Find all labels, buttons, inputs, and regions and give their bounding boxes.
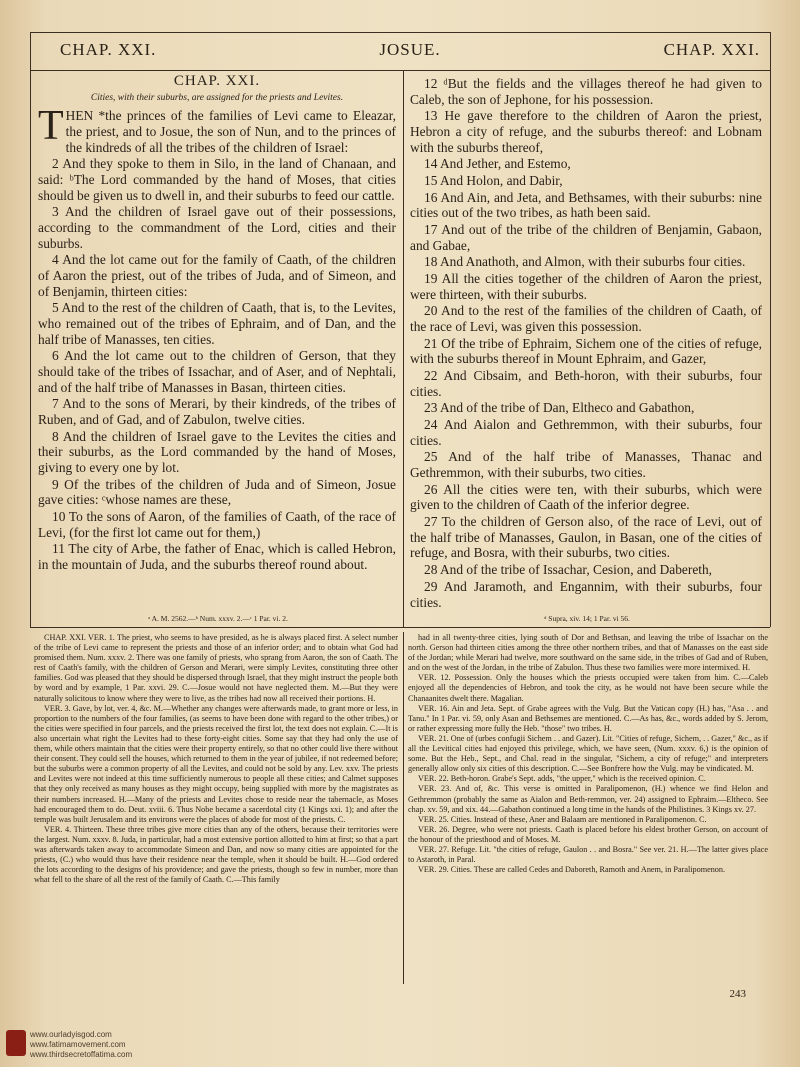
commentary-paragraph: VER. 12. Possession. Only the houses which the priests occupied were taken from him. C.—Caleb enjoyed all the dependencies of Hebron, and took the city, as he would not have been secure while the Chanaanites dwelt there. Magalian.: [408, 673, 768, 703]
verse: 6 And the lot came out to the children of Gerson, that they should take of the tribes of Issachar, and of Aser, and of Nephtali, and of the half tribe of Manasses in Basan, thirteen cities.: [38, 348, 396, 395]
verse: 22 And Cibsaim, and Beth-horon, with their suburbs, four cities.: [410, 368, 762, 399]
credit-link[interactable]: www.ourladyisgod.com: [30, 1030, 112, 1039]
text-bottom-rule: [30, 627, 770, 628]
chapter-title: CHAP. XXI.: [173, 73, 261, 89]
commentary-paragraph: VER. 23. And of, &c. This verse is omitted in Paralipomenon, (H.) whence we find Helon and Gethremmon (probably the same as Aialon and Beth-remmon, ver. 24) assigned to Ephraim.—Eltheco. See chap. xv. 59, and xix. 44.—Gabathon continued a long time in the hands of the Philistines. 3 Kings xv. 27.: [408, 784, 768, 814]
running-head-left: CHAP. XXI.: [60, 40, 157, 59]
column-divider: [403, 70, 404, 627]
seal-logo: [6, 1030, 26, 1056]
verse: 9 Of the tribes of the children of Juda and of Simeon, Josue gave cities: ᶜwhose names are these,: [38, 476, 396, 508]
running-head-title: JOSUE.: [379, 40, 441, 59]
verse: 29 And Jaramoth, and Engannim, with their suburbs, four cities.: [410, 578, 762, 610]
commentary-paragraph: VER. 25. Cities. Instead of these, Aner and Balaam are mentioned in Paralipomenon. C.: [418, 814, 707, 824]
verse: 10 To the sons of Aaron, of the families of Caath, of the race of Levi, (for the first lot came out for them,): [38, 509, 396, 540]
verse: 7 And to the sons of Merari, by their kindreds, of the tribes of Ruben, and of Gad, and of Zabulon, twelve cities.: [38, 396, 396, 428]
left-border: [30, 32, 31, 627]
verse: 2 And they spoke to them in Silo, in the land of Chanaan, and said: ᵇThe Lord commanded by the hand of Moses, that cities should be given us to dwell in, and their suburbs to feed our cattle.: [38, 156, 396, 203]
footnote-left: ᵃ A. M. 2562.—ᵇ Num. xxxv. 2.—ᶜ 1 Par. vi. 2.: [148, 614, 288, 623]
commentary-paragraph: had in all twenty-three cities, lying south of Dor and Bethsan, and leaving the tribe of Issachar on the north. Gerson had thirteen cities among the three other northern tribes, and that of Manasses on the east side of the Jordan; while Merari had twelve, more southward on the same side, in the tribes of Gad and of Ruben, and on the west of the Jordan, in the tribe of Zabulon. Thus these two families were more intermixed. H.: [408, 633, 768, 673]
verse: 15 And Holon, and Dabir,: [424, 173, 563, 189]
verse: 26 All the cities were ten, with their suburbs, which were given to the children of Caath of the inferior degree.: [410, 481, 762, 513]
verse: 18 And Anathoth, and Almon, with their suburbs four cities.: [424, 254, 746, 270]
verse: 14 And Jether, and Estemo,: [424, 156, 571, 172]
commentary-left: [34, 633, 398, 885]
verse: 21 Of the tribe of Ephraim, Sichem one of the cities of refuge, with the suburbs thereof in Mount Ephraim, and Gazer,: [410, 335, 762, 367]
commentary-paragraph: CHAP. XXI. VER. 1. The priest, who seems to have presided, as he is always placed first. A select number of the tribe of Levi came to represent the priests and those of an inferior order; and to obtain what God had promised them. Num. xxxv. 2. There was one family of priests, who sprang from Aaron, the son of Caath. The rest of Caath's family, with the children of Gerson and Merari, were simply Levites, constituting three other families. God was pleased that they should be dispersed through Israel, that they might instruct the people both by word and by example, 1 Par. xxvi. 29. C.—Josue would not have neglected them. M.—But they were naturally solicitous to know where they were to live, as the tribes had now all received their portions. H.: [34, 633, 398, 703]
verse: 24 And Aialon and Gethremmon, with their suburbs, four cities.: [410, 417, 762, 448]
verse: 16 And Ain, and Jeta, and Bethsames, with their suburbs: nine cities out of the two tribes, as hath been said.: [410, 189, 762, 221]
running-head: [60, 40, 760, 66]
top-rule: [30, 32, 770, 33]
verse: 3 And the children of Israel gave out of their possessions, according to the commandment of the Lord, cities and their suburbs.: [38, 204, 396, 251]
notes-divider: [403, 632, 404, 984]
page-number: 243: [729, 988, 746, 1000]
verse: 17 And out of the tribe of the children of Benjamin, Gabaon, and Gabae,: [410, 222, 762, 253]
verse: 19 All the cities together of the children of Aaron the priest, were thirteen, with their suburbs.: [410, 271, 762, 302]
website-credits: [30, 1030, 132, 1060]
running-head-right: CHAP. XXI.: [663, 40, 760, 59]
commentary-paragraph: VER. 26. Degree, who were not priests. Caath is placed before his eldest brother Gerson, on account of the honour of the priesthood and of Moses. M.: [408, 824, 768, 844]
verse: 12 ᵈBut the fields and the villages thereof he had given to Caleb, the son of Jephone, for his possession.: [410, 76, 762, 107]
right-text-column: [410, 76, 762, 611]
verse: [38, 103, 396, 155]
verse: 13 He gave therefore to the children of Aaron the priest, Hebron a city of refuge, and the suburbs thereof: and Lobnam with the suburbs thereof,: [410, 108, 762, 155]
header-rule: [30, 70, 770, 71]
verse: 28 And of the tribe of Issachar, Cesion, and Dabereth,: [424, 562, 713, 578]
verse: 27 To the children of Gerson also, of the race of Levi, out of the half tribe of Manasses, Gaulon, in Basan, one of the cities of refuge, and Bosra, with their suburbs, two cities.: [410, 514, 762, 561]
verse: 4 And the lot came out for the family of Caath, of the children of Aaron the priest, out of the tribes of Juda, and of Simeon, and of Benjamin, thirteen cities:: [38, 252, 396, 299]
verse-text: HEN *the princes of the families of Levi came to Eleazar, the priest, and to Josue, the son of Nun, and to the princes of the kindreds of all the tribes of the children of Israel:: [65, 108, 396, 155]
commentary-paragraph: VER. 3. Gave, by lot, ver. 4, &c. M.—Whether any changes were afterwards made, to grant more or less, in proportion to the numbers of the four families, (as seems to have been done with regard to the other tribes,) or the cities were specified in four parcels, and the priests received the first lot, the text does not explain. C.—It is also uncertain what right the Levites had to these forty-eight cities. Some say that they had only the use of them, while others maintain that the cities were their property entirely, so that no other could live there without their consent. They could sell the houses, which returned to them in the year of jubilee, if not redeemed before; but the suburbs were a common property of all the Levites, and could not be sold by any. Lev. xxv. The priests and Levites were not indeed at this time sufficiently numerous to people all these cities; and Calmet supposes that they only received as many houses as they might occupy, being supplied with more by the magistrates as their numbers increased. H.—Many of the priests and Levites chose to reside near the tabernacle, as Moses had encouraged them to do. Deut. xviii. 6. Thus Nobe became a sacerdotal city (1 Kings xxi. 1); and after the temple was built Jerusalem and its environs were the places of abode for most of the priests. C.: [34, 703, 398, 824]
commentary-paragraph: VER. 21. One of (urbes confugii Sichem . . and Gazer). Lit. "Cities of refuge, Sichem, . . Gazer," &c., as if all the Levitical cities had enjoyed this privilege, which, we have seen, (Num. xxxv. 6,) is the opinion of some. But the Heb., Sept., and Chal. read in the singular, "Sichem, a city of refuge;" and interpreters generally allow only six cities of this description. C.—See Bonfrere how the Vulg. may be vindicated. M.: [408, 733, 768, 774]
verse: 20 And to the rest of the families of the children of Caath, of the race of Levi, was given this possession.: [410, 303, 762, 335]
left-text-column: [38, 74, 396, 574]
commentary-paragraph: VER. 29. Cities. These are called Cedes and Daboreth, Ramoth and Anem, in Paralipomenon.: [418, 865, 726, 875]
commentary-right: [408, 633, 768, 875]
chapter-summary: Cities, with their suburbs, are assigned for the priests and Levites.: [90, 92, 344, 103]
verse: 5 And to the rest of the children of Caath, that is, to the Levites, who remained out of the tribes of Ephraim, and of Dan, and the half tribe of Manasses, ten cities.: [38, 300, 396, 347]
commentary-paragraph: VER. 27. Refuge. Lit. "the cities of refuge, Gaulon . . and Bosra." See ver. 21. H.—The latter gives place to Astaroth, in Paral.: [408, 844, 768, 865]
commentary-paragraph: VER. 22. Beth-horon. Grabe's Sept. adds, "the upper," which is the received opinion. C.: [418, 774, 706, 784]
credit-link[interactable]: www.thirdsecretoffatima.com: [30, 1050, 133, 1059]
credit-link[interactable]: www.fatimamovement.com: [30, 1040, 126, 1049]
verse: 8 And the children of Israel gave to the Levites the cities and their suburbs, as the Lord commanded by the hand of Moses, giving to every one by lot.: [38, 428, 396, 476]
commentary-paragraph: VER. 16. Ain and Jeta. Sept. of Grabe agrees with the Vulg. But the Vatican copy (H.) has, "Asa . . and Tanu." In 1 Par. vi. 59, only Asan and Bethsemes are mentioned. C.—As has, &c., words added by S. Jerom, or rather expressing more fully the Heb. "those" two tribes. H.: [408, 703, 768, 733]
verse: 11 The city of Arbe, the father of Enac, which is called Hebron, in the mountain of Juda, and the suburbs thereof round about.: [38, 541, 396, 573]
right-border: [770, 32, 771, 627]
commentary-paragraph: VER. 4. Thirteen. These three tribes give more cities than any of the others, because their territories were the largest. Num. xxxv. 8. Juda, in particular, had a most extensive portion allotted to him at first; so that a part was afterwards taken away to accommodate Simeon and Dan, and now so many cities are appointed for the priests, (C.) who would thus have their residence near the temple, when it should be built. H.—God ordered the lots according to the designs of his providence; and gave the priests, though so few in number, more than what fell to the share of all the rest of the family of Caath. C.—This family: [34, 824, 398, 885]
verse: 23 And of the tribe of Dan, Eltheco and Gabathon,: [424, 400, 695, 416]
footnote-right: ᵈ Supra, xiv. 14; 1 Par. vi 56.: [544, 614, 630, 623]
drop-cap: T: [38, 103, 64, 150]
verse: 25 And of the half tribe of Manasses, Thanac and Gethremmon, with their suburbs, two cities.: [410, 449, 762, 481]
